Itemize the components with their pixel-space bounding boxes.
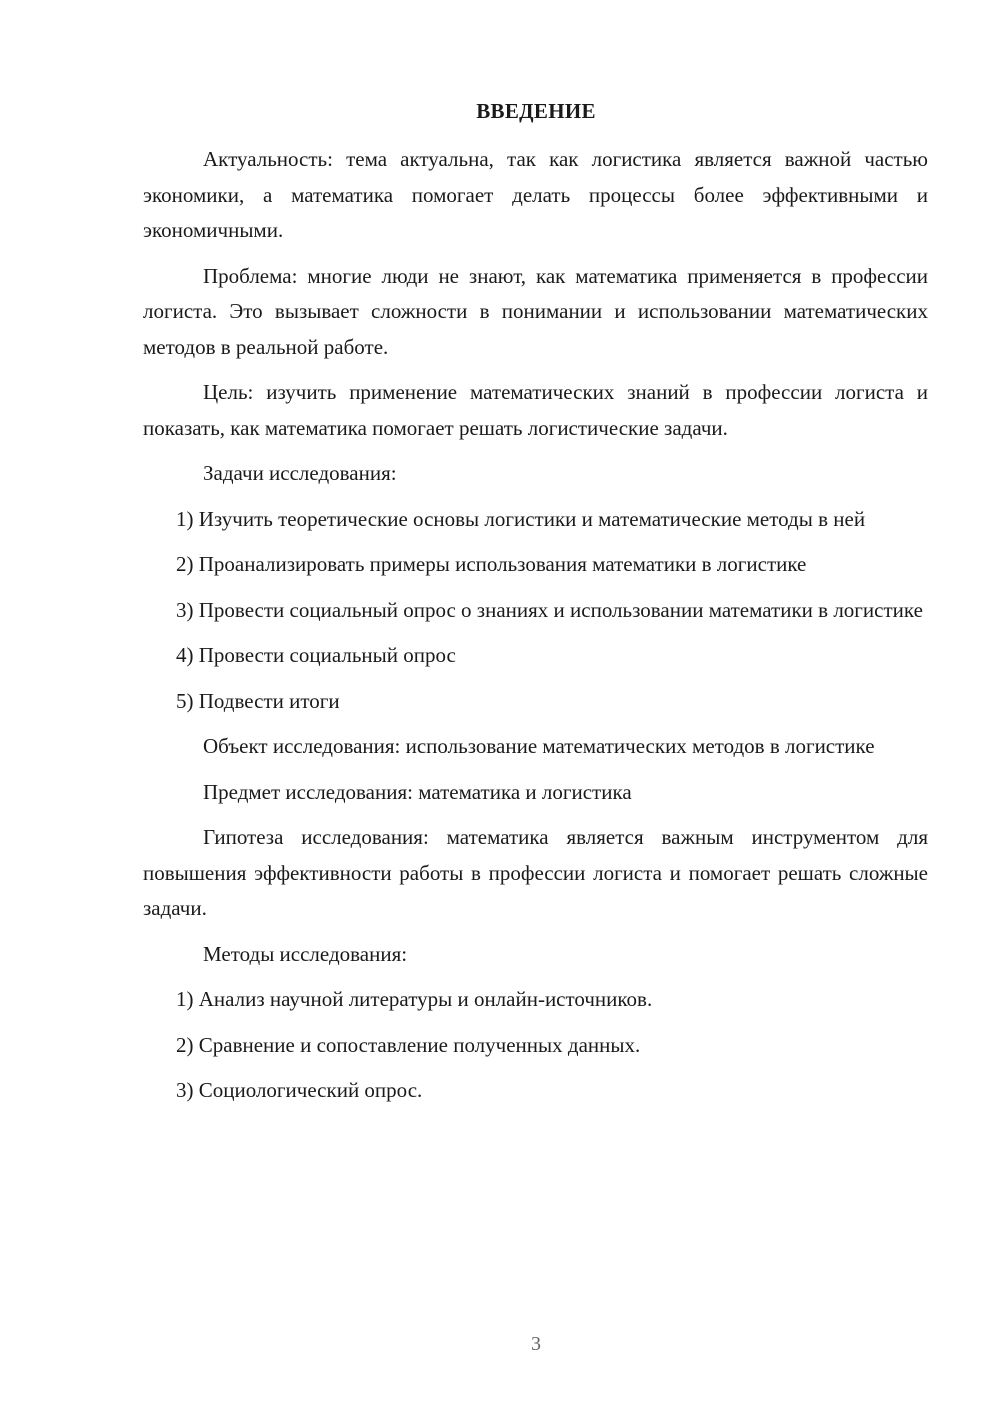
paragraph-problem: Проблема: многие люди не знают, как математика применяется в профессии логиста. Это вызывает сложности в понимании и использовании математических методов в реальной работе. [143,263,928,359]
paragraph-object: Объект исследования: использование математических методов в логистике [203,734,875,758]
list-item-task-5: 5) Подвести итоги [176,688,340,713]
section-title: ВВЕДЕНИЕ [476,99,596,123]
list-item-method-3: 3) Социологический опрос. [176,1078,423,1102]
paragraph-subject: Предмет исследования: математика и логистика [203,779,632,804]
paragraph-hypothesis: Гипотеза исследования: математика является важным инструментом для повышения эффективности работы в профессии логиста и помогает решать сложные задачи. [143,825,928,920]
list-item-task-3: 3) Провести социальный опрос о знаниях и использовании математики в логистике [176,597,923,622]
paragraph-methods-heading: Методы исследования: [203,941,408,966]
list-item-method-1: 1) Анализ научной литературы и онлайн-источников. [176,987,653,1011]
paragraph-relevance: Актуальность: тема актуальна, так как логистика является важной частью экономики, а математика помогает делать процессы более эффективными и экономичными. [143,147,928,242]
list-item-task-2: 2) Проанализировать примеры использования математики в логистике [176,552,807,576]
list-item-task-4: 4) Провести социальный опрос [176,643,456,667]
list-item-task-1: 1) Изучить теоретические основы логистики и математические методы в ней [176,506,866,531]
list-item-method-2: 2) Сравнение и сопоставление полученных данных. [176,1032,641,1057]
paragraph-goal: Цель: изучить применение математических знаний в профессии логиста и показать, как математика помогает решать логистические задачи. [143,380,928,440]
paragraph-tasks-heading: Задачи исследования: [203,461,397,485]
document-body [143,142,928,1109]
page-number: 3 [531,1333,541,1355]
